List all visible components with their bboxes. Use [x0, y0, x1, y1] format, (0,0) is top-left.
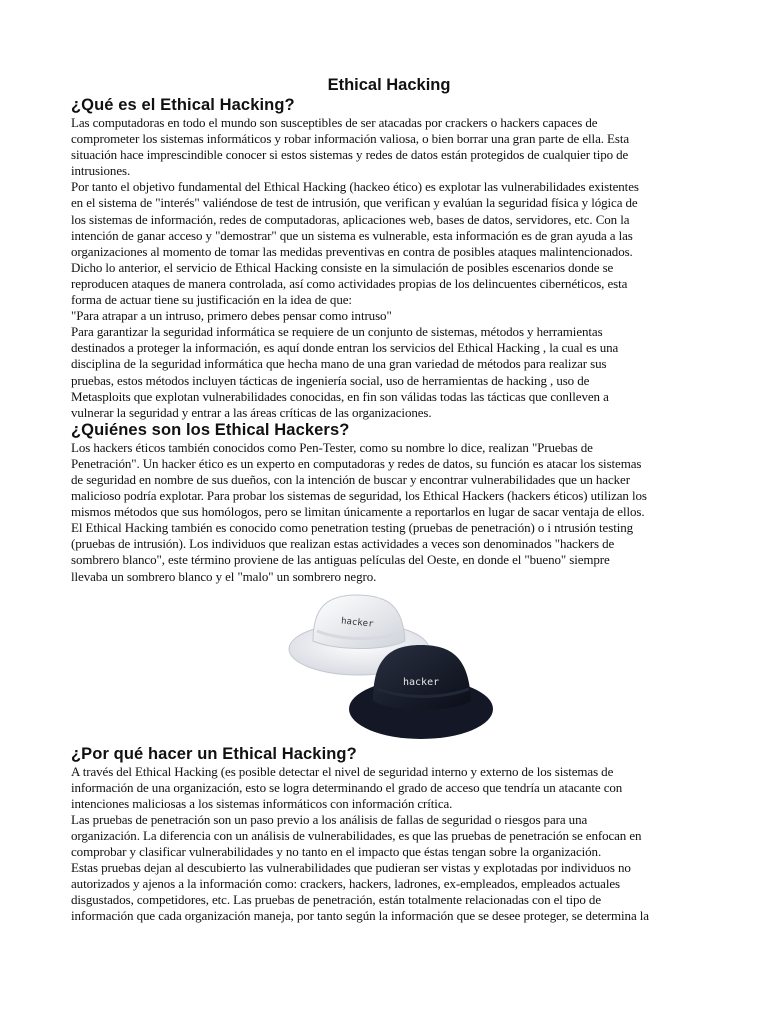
text-line: intención de ganar acceso y "demostrar" que un sistema es vulnerable, esta información es de gran ayuda a las [71, 227, 633, 243]
hats-illustration [287, 589, 507, 745]
text-line: Por tanto el objetivo fundamental del Ethical Hacking (hackeo ético) es explotar las vulnerabilidades existentes [71, 179, 639, 195]
text-line: Penetración". Un hacker ético es un experto en computadoras y redes de datos, su función es atacar los sistemas [71, 455, 642, 471]
text-line: autorizados y ajenos a la información como: crackers, hackers, ladrones, ex-empleados, empleados actuales [71, 876, 620, 892]
text-line: comprobar y clasificar vulnerabilidades y no tanto en el impacto que éstas tengan sobre la organización. [71, 844, 602, 860]
text-line: reproducen ataques de manera controlada, así como actividades propias de los delincuentes cibernéticos, esta [71, 275, 628, 291]
text-line: malicioso podría explotar. Para probar los sistemas de seguridad, los Ethical Hackers (hackers éticos) utilizan los [71, 488, 647, 504]
text-line: Metasploits que explotan vulnerabilidades conocidas, en fin son válidas todas las tácticas que conlleven a [71, 388, 609, 404]
text-line: A través del Ethical Hacking (es posible detectar el nivel de seguridad interno y externo de los sistemas de [71, 763, 614, 779]
text-line: Dicho lo anterior, el servicio de Ethical Hacking consiste en la simulación de posibles escenarios donde se [71, 259, 614, 275]
text-line: Las computadoras en todo el mundo son susceptibles de ser atacadas por crackers o hackers capaces de [71, 115, 598, 130]
section-heading: ¿Por qué hacer un Ethical Hacking? [71, 744, 357, 763]
text-line: situación hace imprescindible conocer si estos sistemas y redes de datos están protegidos de cualquier tipo de [71, 147, 629, 163]
section-body [71, 115, 701, 421]
section-what-is [71, 96, 701, 421]
section-who-are [71, 421, 701, 585]
document-body [71, 76, 701, 925]
text-line: El Ethical Hacking también es conocido como penetration testing (pruebas de penetración) o i ntrusión testing [71, 520, 634, 536]
document-title: Ethical Hacking [327, 76, 451, 94]
text-line: forma de actuar tiene su justificación en la idea de que: [71, 292, 352, 308]
text-line: Los hackers éticos también conocidos como Pen-Tester, como su nombre lo dice, realizan "Pruebas de [71, 439, 593, 455]
section-body [71, 764, 701, 925]
section-heading: ¿Qué es el Ethical Hacking? [71, 96, 295, 114]
text-line: (pruebas de intrusión). Los individuos que realizan estas actividades a veces son denominados "hackers de [71, 536, 615, 552]
text-line: Para garantizar la seguridad informática se requiere de un conjunto de sistemas, métodos y herramientas [71, 324, 603, 340]
text-line: organización. La diferencia con un análisis de vulnerabilidades, es que las pruebas de penetración se enfocan en [71, 828, 642, 843]
text-line: en el sistema de "interés" valiéndose de test de intrusión, que verifican y evalúan la seguridad física y lógica de [71, 195, 638, 211]
text-line: Las pruebas de penetración son un paso previo a los análisis de fallas de seguridad o riesgos para una [71, 811, 588, 827]
text-line: los sistemas de información, redes de computadoras, aplicaciones web, bases de datos, servidores, etc. Con la [71, 211, 630, 227]
text-line: llevaba un sombrero blanco y el "malo" un sombrero negro. [71, 568, 377, 584]
text-line: destinados a proteger la información, es aquí donde entran los servicios del Ethical Hacking , la cual es una [71, 340, 619, 356]
text-line: vulnerar la seguridad y entrar a las áreas críticas de las organizaciones. [71, 404, 432, 420]
text-line: sombrero blanco", este término proviene de las antiguas películas del Oeste, en donde el "bueno" siempre [71, 552, 610, 568]
text-line: comprometer los sistemas informáticos y robar información valiosa, o bien borrar una gran parte de ella. Esta [71, 131, 630, 147]
quote-line: "Para atrapar a un intruso, primero debes pensar como intruso" [71, 308, 392, 324]
text-line: de seguridad en nombre de sus dueños, con la intención de buscar y encontrar vulnerabilidades que un hacker [71, 471, 630, 487]
white-hat-label: hacker [340, 615, 374, 630]
text-line: mismos métodos que sus homólogos, pero se limitan únicamente a reportarlos en lugar de sacar ventaja de ellos. [71, 504, 645, 520]
text-line: información que cada organización maneja, por tanto según la información que se desee proteger, se determina la [71, 908, 649, 924]
black-hat-label: hacker [403, 676, 440, 688]
text-line: pruebas, estos métodos incluyen tácticas de ingeniería social, uso de herramientas de hacking , uso de [71, 372, 590, 388]
text-line: intenciones maliciosas a los sistemas informáticos con información crítica. [71, 795, 453, 811]
section-why-do [71, 745, 701, 925]
section-heading: ¿Quiénes son los Ethical Hackers? [71, 420, 350, 439]
text-line: disciplina de la seguridad informática que hecha mano de una gran variedad de métodos para realizar sus [71, 356, 607, 372]
hats-image [71, 589, 701, 745]
text-line: organizaciones al momento de tomar las medidas preventivas en contra de posibles ataques malintencionados. [71, 243, 633, 259]
text-line: Estas pruebas dejan al descubierto las vulnerabilidades que pudieran ser vistas y explotadas por individuos no [71, 860, 631, 876]
section-body [71, 440, 701, 585]
text-line: disgustados, competidores, etc. Las pruebas de penetración, están totalmente relacionadas con el tipo de [71, 892, 601, 908]
text-line: información de una organización, esto se logra determinando el grado de acceso que tendría un atacante con [71, 779, 623, 795]
text-line: intrusiones. [71, 163, 131, 179]
